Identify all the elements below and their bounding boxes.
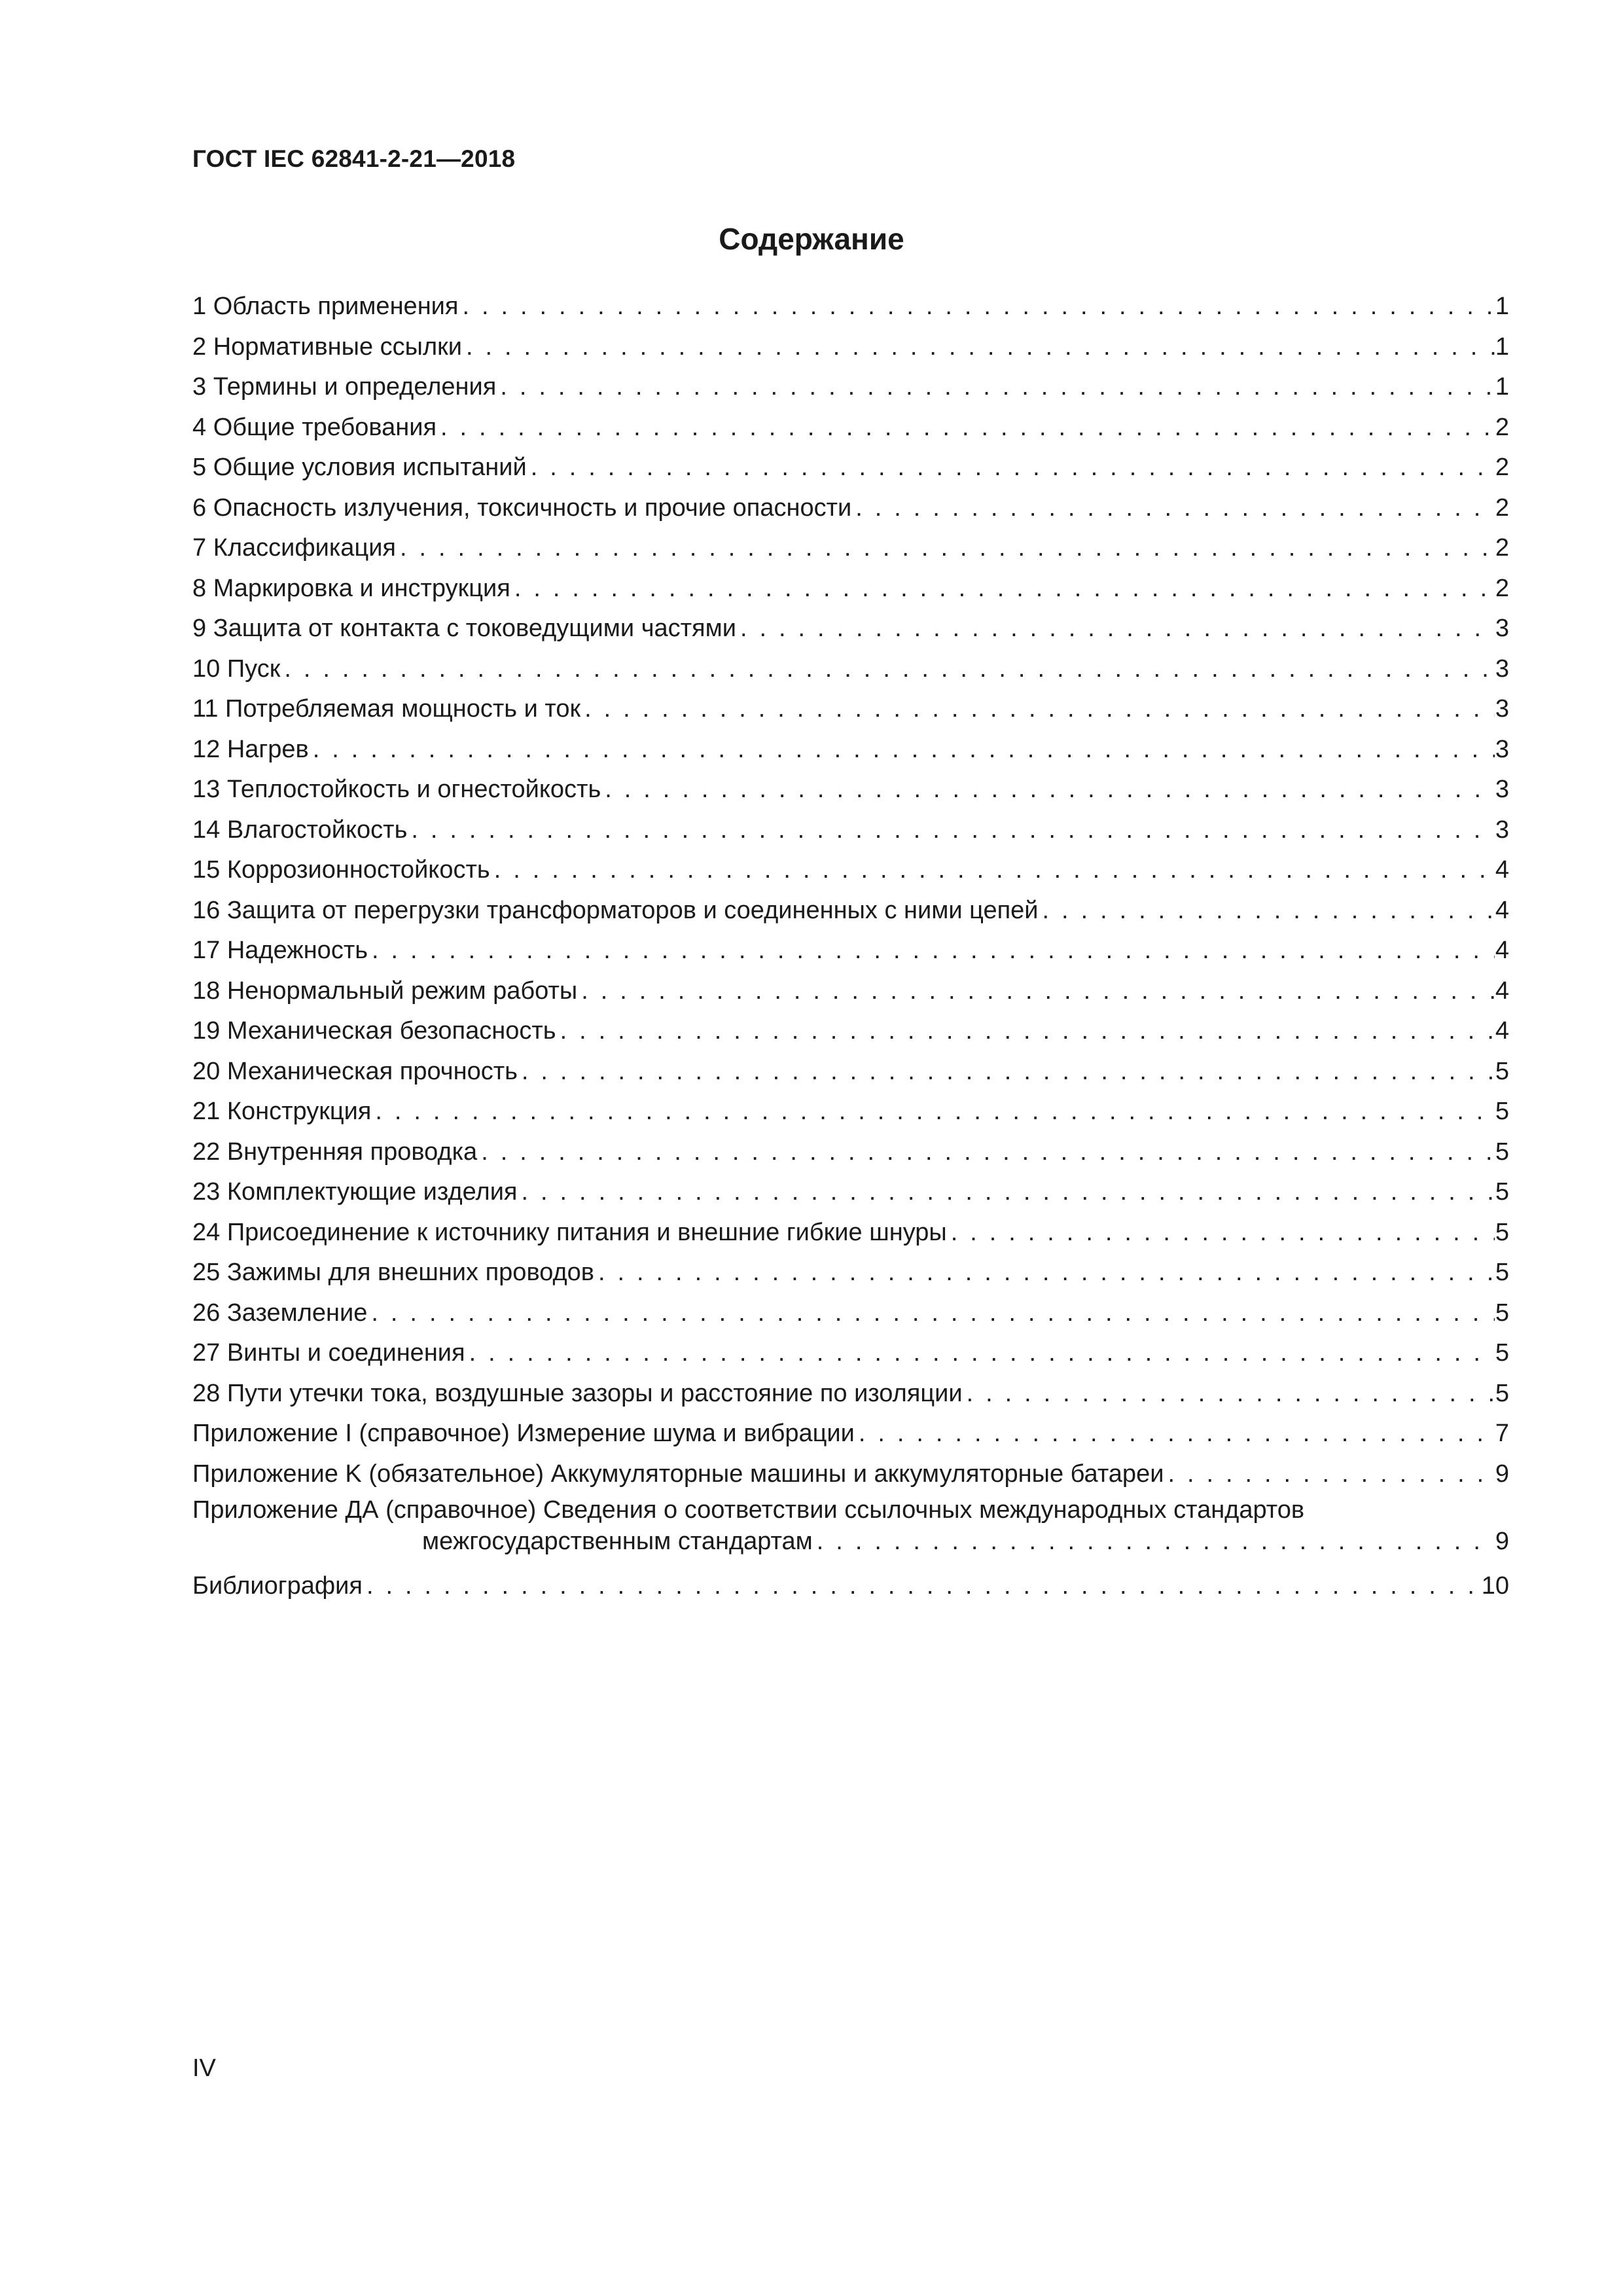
toc-entry bbox=[192, 1253, 1509, 1293]
toc-entry-page: 2 bbox=[1495, 574, 1509, 602]
toc-entry bbox=[192, 770, 1509, 810]
toc-title: Содержание bbox=[719, 222, 904, 256]
toc-entry bbox=[192, 287, 1509, 327]
toc-leader-dots bbox=[367, 1293, 1495, 1334]
page-number-footer: IV bbox=[192, 2054, 216, 2082]
toc-entry-line bbox=[192, 609, 1509, 649]
toc-entry-line bbox=[192, 689, 1509, 730]
toc-leader-dots bbox=[477, 1132, 1495, 1173]
toc-entry bbox=[192, 1374, 1509, 1414]
toc-entry bbox=[192, 1132, 1509, 1173]
toc-entry-page: 3 bbox=[1495, 695, 1509, 723]
toc-entry-label: 1 Область применения bbox=[192, 293, 459, 320]
toc-entry bbox=[192, 931, 1509, 971]
toc-entry-label: 28 Пути утечки тока, воздушные зазоры и расстояние по изоляции bbox=[192, 1379, 963, 1407]
toc-entry-page: 5 bbox=[1495, 1098, 1509, 1125]
toc-leader-dots bbox=[518, 1052, 1495, 1092]
toc-entry-line bbox=[192, 1213, 1509, 1253]
table-of-contents bbox=[192, 287, 1509, 1607]
toc-entry-label: Библиография bbox=[192, 1572, 363, 1600]
toc-leader-dots bbox=[462, 327, 1495, 368]
toc-entry bbox=[192, 1414, 1509, 1454]
toc-entry-page: 3 bbox=[1495, 615, 1509, 642]
toc-leader-dots bbox=[577, 971, 1495, 1012]
toc-entry-page: 3 bbox=[1495, 816, 1509, 844]
toc-leader-dots bbox=[368, 931, 1495, 971]
toc-leader-dots bbox=[309, 730, 1495, 770]
toc-entry-page: 4 bbox=[1495, 1017, 1509, 1045]
toc-entry-annex-da bbox=[192, 1494, 1509, 1566]
toc-entry-label: 20 Механическая прочность bbox=[192, 1057, 518, 1085]
toc-leader-dots bbox=[371, 1092, 1495, 1132]
toc-entry-label: 8 Маркировка и инструкция bbox=[192, 574, 510, 602]
toc-leader-dots bbox=[496, 367, 1495, 408]
toc-leader-dots bbox=[363, 1566, 1482, 1607]
toc-entry bbox=[192, 1454, 1509, 1495]
toc-entry bbox=[192, 1052, 1509, 1092]
toc-leader-dots bbox=[527, 448, 1495, 488]
toc-entry-page: 2 bbox=[1495, 534, 1509, 562]
toc-leader-dots bbox=[601, 770, 1495, 810]
toc-entry-line bbox=[192, 1566, 1509, 1607]
toc-entry-label: Приложение K (обязательное) Аккумуляторные машины и аккумуляторные батареи bbox=[192, 1460, 1164, 1488]
toc-entry-label: 21 Конструкция bbox=[192, 1098, 372, 1125]
toc-entry-label: 10 Пуск bbox=[192, 655, 281, 683]
toc-entry-page: 5 bbox=[1495, 1379, 1509, 1407]
toc-entry-label: 27 Винты и соединения bbox=[192, 1339, 465, 1367]
toc-entry-line bbox=[192, 850, 1509, 891]
toc-entry-page: 5 bbox=[1495, 1259, 1509, 1286]
toc-entry-page: 3 bbox=[1495, 776, 1509, 803]
toc-entry-line bbox=[192, 1132, 1509, 1173]
toc-entry bbox=[192, 1011, 1509, 1052]
toc-entry bbox=[192, 367, 1509, 408]
toc-entry-label: 24 Присоединение к источнику питания и внешние гибкие шнуры bbox=[192, 1218, 947, 1246]
toc-leader-dots bbox=[855, 1414, 1495, 1454]
toc-entry-page: 9 bbox=[1495, 1460, 1509, 1488]
toc-entry-label: 23 Комплектующие изделия bbox=[192, 1178, 518, 1206]
toc-entry-label: 3 Термины и определения bbox=[192, 373, 497, 401]
toc-leader-dots bbox=[813, 1526, 1495, 1557]
toc-entry-line bbox=[192, 287, 1509, 327]
toc-entry-line bbox=[192, 488, 1509, 529]
toc-entry-page: 5 bbox=[1495, 1178, 1509, 1206]
toc-entry-label: 11 Потребляемая мощность и ток bbox=[192, 695, 581, 723]
toc-entry bbox=[192, 408, 1509, 448]
toc-entry-label: 2 Нормативные ссылки bbox=[192, 332, 462, 361]
toc-entry-page: 2 bbox=[1495, 454, 1509, 481]
toc-entry-page: 5 bbox=[1495, 1339, 1509, 1367]
toc-entry bbox=[192, 850, 1509, 891]
toc-entry-page: 5 bbox=[1495, 1218, 1509, 1246]
toc-entry-line bbox=[192, 891, 1509, 931]
toc-entry-line bbox=[192, 327, 1509, 368]
toc-leader-dots bbox=[407, 810, 1495, 851]
toc-entry bbox=[192, 689, 1509, 730]
toc-entry-line bbox=[192, 1052, 1509, 1092]
toc-entry-line bbox=[192, 1374, 1509, 1414]
toc-entry bbox=[192, 448, 1509, 488]
toc-entry-line bbox=[192, 1333, 1509, 1374]
toc-entry bbox=[192, 1172, 1509, 1213]
toc-leader-dots bbox=[490, 850, 1495, 891]
toc-entry-label: 19 Механическая безопасность bbox=[192, 1017, 556, 1045]
toc-entry-line bbox=[192, 1414, 1509, 1454]
toc-entry-page: 1 bbox=[1495, 293, 1509, 320]
toc-leader-dots bbox=[396, 528, 1495, 569]
toc-entry-line bbox=[192, 1253, 1509, 1293]
toc-entry-line bbox=[192, 1172, 1509, 1213]
toc-entry-label: 16 Защита от перегрузки трансформаторов и соединенных с ними цепей bbox=[192, 896, 1039, 924]
toc-entry-page: 2 bbox=[1495, 413, 1509, 441]
toc-entry-label: Приложение I (справочное) Измерение шума и вибрации bbox=[192, 1420, 855, 1447]
toc-entry-label: 4 Общие требования bbox=[192, 413, 437, 441]
toc-entry-page: 3 bbox=[1495, 735, 1509, 763]
toc-entry-label: 5 Общие условия испытаний bbox=[192, 454, 527, 481]
toc-entry-page: 4 bbox=[1495, 977, 1509, 1005]
toc-leader-dots bbox=[437, 408, 1495, 448]
toc-leader-dots bbox=[556, 1011, 1495, 1052]
toc-entry-line bbox=[192, 810, 1509, 851]
toc-leader-dots bbox=[947, 1213, 1495, 1253]
toc-entry-label: 7 Классификация bbox=[192, 534, 397, 562]
toc-entry-line bbox=[192, 1011, 1509, 1052]
toc-entry-bibliography bbox=[192, 1566, 1509, 1607]
toc-entry-page: 1 bbox=[1495, 373, 1509, 401]
toc-entry-label: 22 Внутренняя проводка bbox=[192, 1138, 478, 1166]
toc-leader-dots bbox=[510, 569, 1495, 609]
toc-entry-page: 10 bbox=[1481, 1572, 1509, 1600]
toc-leader-dots bbox=[1164, 1454, 1495, 1495]
toc-entry bbox=[192, 649, 1509, 690]
toc-entry-line bbox=[192, 1454, 1509, 1495]
toc-entry-line bbox=[192, 971, 1509, 1012]
toc-entry-line bbox=[192, 448, 1509, 488]
toc-entry-line bbox=[192, 649, 1509, 690]
toc-leader-dots bbox=[963, 1374, 1495, 1414]
toc-entry-line bbox=[192, 408, 1509, 448]
toc-entry-page: 1 bbox=[1495, 332, 1509, 361]
toc-entry-page: 5 bbox=[1495, 1299, 1509, 1327]
toc-entry-line bbox=[192, 367, 1509, 408]
toc-entry-label: 13 Теплостойкость и огнестойкость bbox=[192, 776, 601, 803]
toc-entry-page: 2 bbox=[1495, 493, 1509, 522]
toc-entry-label: межгосударственным стандартам bbox=[422, 1528, 813, 1555]
toc-entry bbox=[192, 1213, 1509, 1253]
toc-entry-line bbox=[192, 931, 1509, 971]
toc-entry-line bbox=[192, 1293, 1509, 1334]
toc-entry-label: 12 Нагрев bbox=[192, 735, 309, 763]
toc-entry bbox=[192, 488, 1509, 529]
toc-leader-dots bbox=[458, 287, 1495, 327]
toc-leader-dots bbox=[518, 1172, 1495, 1213]
toc-entry-line bbox=[192, 528, 1509, 569]
toc-leader-dots bbox=[580, 689, 1495, 730]
toc-entry-label: 6 Опасность излучения, токсичность и прочие опасности bbox=[192, 493, 852, 522]
toc-entry bbox=[192, 810, 1509, 851]
toc-entry bbox=[192, 327, 1509, 368]
toc-entry bbox=[192, 971, 1509, 1012]
toc-leader-dots bbox=[594, 1253, 1495, 1293]
toc-entry-label: 18 Ненормальный режим работы bbox=[192, 977, 578, 1005]
toc-entry-label: 14 Влагостойкость bbox=[192, 816, 408, 844]
toc-entry bbox=[192, 1293, 1509, 1334]
toc-leader-dots bbox=[736, 609, 1495, 649]
toc-leader-dots bbox=[465, 1333, 1495, 1374]
toc-entry-label: 15 Коррозионностойкость bbox=[192, 856, 490, 884]
toc-entry bbox=[192, 1333, 1509, 1374]
toc-entry-page: 4 bbox=[1495, 896, 1509, 924]
toc-entry-line bbox=[192, 1526, 1509, 1562]
toc-entry-line bbox=[192, 569, 1509, 609]
standard-code-header: ГОСТ IEC 62841-2-21—2018 bbox=[192, 145, 516, 172]
toc-leader-dots bbox=[280, 649, 1495, 690]
toc-entry bbox=[192, 609, 1509, 649]
toc-entry-page: 4 bbox=[1495, 856, 1509, 884]
toc-entry bbox=[192, 569, 1509, 609]
toc-entry-page: 7 bbox=[1495, 1420, 1509, 1447]
toc-entry-page: 9 bbox=[1495, 1528, 1509, 1555]
toc-entry-page: 5 bbox=[1495, 1138, 1509, 1166]
toc-entry-page: 5 bbox=[1495, 1057, 1509, 1085]
toc-leader-dots bbox=[851, 488, 1495, 529]
toc-entry-label: Приложение ДА (справочное) Сведения о соответствии ссылочных международных стандартов bbox=[192, 1496, 1305, 1524]
toc-leader-dots bbox=[1039, 891, 1495, 931]
toc-entry-label: 9 Защита от контакта с токоведущими частями bbox=[192, 615, 736, 642]
toc-entry-line bbox=[192, 1092, 1509, 1132]
toc-entry-page: 4 bbox=[1495, 937, 1509, 964]
toc-entry-page: 3 bbox=[1495, 655, 1509, 683]
toc-entry-label: 25 Зажимы для внешних проводов bbox=[192, 1259, 594, 1286]
toc-entry bbox=[192, 730, 1509, 770]
toc-entry-line bbox=[192, 730, 1509, 770]
toc-entry-line bbox=[192, 770, 1509, 810]
toc-entry bbox=[192, 528, 1509, 569]
toc-entry-label: 26 Заземление bbox=[192, 1299, 368, 1327]
toc-entry-label: 17 Надежность bbox=[192, 937, 368, 964]
toc-entry bbox=[192, 1092, 1509, 1132]
toc-entry bbox=[192, 891, 1509, 931]
